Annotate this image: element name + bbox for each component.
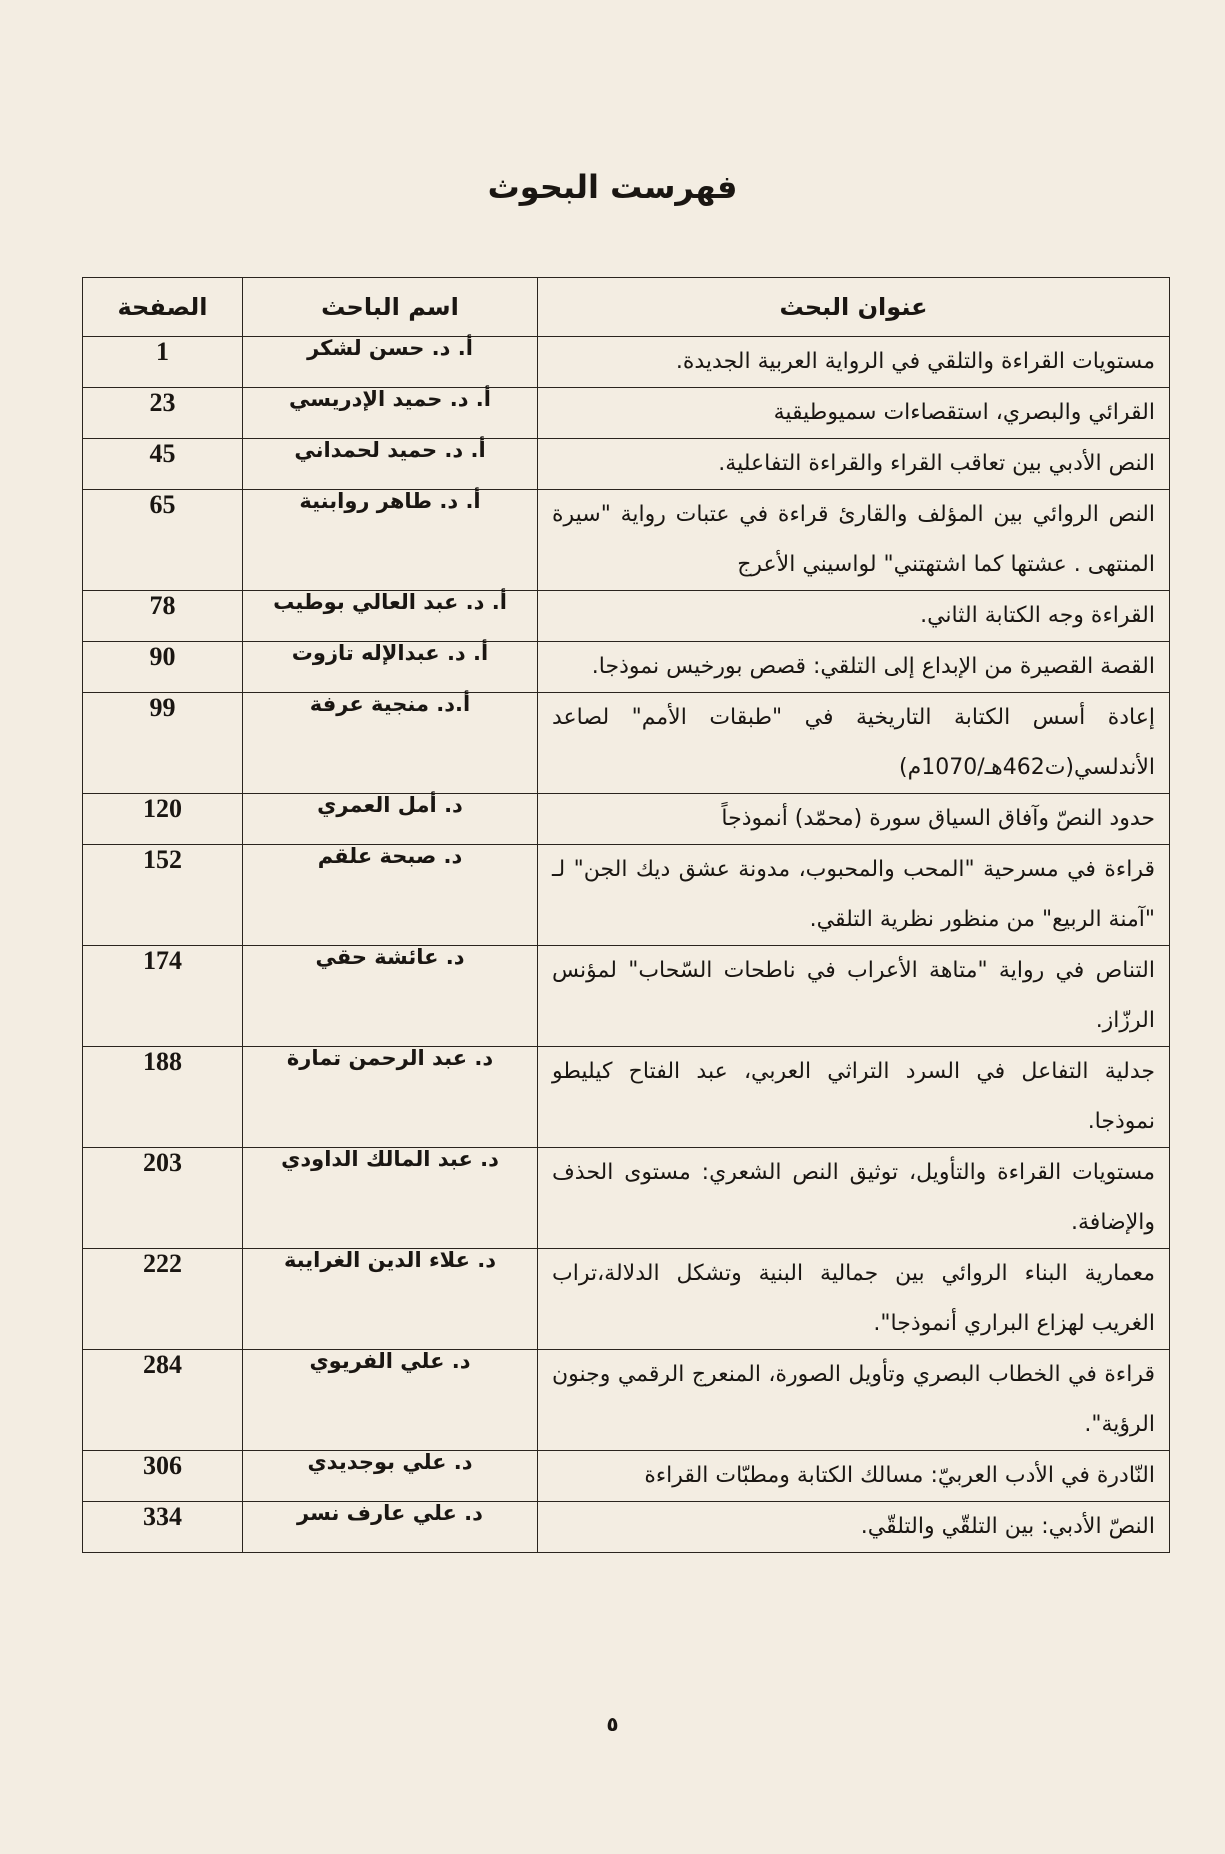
row-author: د. علي بوجديدي	[243, 1451, 538, 1502]
table-row	[83, 794, 1170, 845]
row-author: د. صبحة علقم	[243, 845, 538, 946]
row-author: د. علي الفريوي	[243, 1350, 538, 1451]
table-header-row	[83, 278, 1170, 337]
row-author: أ. د. عبدالإله تازوت	[243, 642, 538, 693]
row-title: جدلية التفاعل في السرد التراثي العربي، عبد الفتاح كيليطو نموذجا.	[538, 1047, 1170, 1148]
row-author: أ. د. حميد لحمداني	[243, 439, 538, 490]
table-row	[83, 439, 1170, 490]
row-title: القراءة وجه الكتابة الثاني.	[538, 591, 1170, 642]
row-author: أ. د. حسن لشكر	[243, 337, 538, 388]
table-row	[83, 337, 1170, 388]
row-title: مستويات القراءة والتأويل، توثيق النص الشعري: مستوى الحذف والإضافة.	[538, 1148, 1170, 1249]
row-author: د. علاء الدين الغرايبة	[243, 1249, 538, 1350]
row-title: النص الأدبي بين تعاقب القراء والقراءة التفاعلية.	[538, 439, 1170, 490]
table-row	[83, 845, 1170, 946]
row-author: د. عائشة حقي	[243, 946, 538, 1047]
row-author: أ.د. منجية عرفة	[243, 693, 538, 794]
row-title: حدود النصّ وآفاق السياق سورة (محمّد) أنموذجاً	[538, 794, 1170, 845]
row-page: 1	[83, 337, 243, 388]
row-page: 120	[83, 794, 243, 845]
page-number: ٥	[606, 1712, 619, 1736]
header-title: عنوان البحث	[538, 278, 1170, 337]
table-row	[83, 1249, 1170, 1350]
row-title: القصة القصيرة من الإبداع إلى التلقي: قصص بورخيس نموذجا.	[538, 642, 1170, 693]
row-page: 174	[83, 946, 243, 1047]
row-page: 152	[83, 845, 243, 946]
row-page: 334	[83, 1502, 243, 1553]
table-row	[83, 388, 1170, 439]
table-row	[83, 946, 1170, 1047]
table-row	[83, 490, 1170, 591]
row-title: التناص في رواية "متاهة الأعراب في ناطحات السّحاب" لمؤنس الرزّاز.	[538, 946, 1170, 1047]
row-page: 78	[83, 591, 243, 642]
row-author: أ. د. حميد الإدريسي	[243, 388, 538, 439]
row-page: 222	[83, 1249, 243, 1350]
row-page: 23	[83, 388, 243, 439]
row-page: 188	[83, 1047, 243, 1148]
row-title: النص الروائي بين المؤلف والقارئ قراءة في عتبات رواية "سيرة المنتهى . عشتها كما اشتهتني" لواسيني الأعرج	[538, 490, 1170, 591]
contents-table	[82, 277, 1170, 1553]
header-page: الصفحة	[83, 278, 243, 337]
row-title: القرائي والبصري، استقصاءات سميوطيقية	[538, 388, 1170, 439]
page-title: فهرست البحوث	[487, 168, 738, 206]
table-row	[83, 591, 1170, 642]
row-title: قراءة في مسرحية "المحب والمحبوب، مدونة عشق ديك الجن" لـ "آمنة الربيع" من منظور نظرية التلقي.	[538, 845, 1170, 946]
row-title: قراءة في الخطاب البصري وتأويل الصورة، المنعرج الرقمي وجنون الرؤية".	[538, 1350, 1170, 1451]
row-page: 99	[83, 693, 243, 794]
table-row	[83, 642, 1170, 693]
table-row	[83, 1148, 1170, 1249]
row-page: 284	[83, 1350, 243, 1451]
row-title: النّادرة في الأدب العربيّ: مسالك الكتابة ومطبّات القراءة	[538, 1451, 1170, 1502]
row-title: النصّ الأدبي: بين التلقّي والتلقّي.	[538, 1502, 1170, 1553]
row-page: 45	[83, 439, 243, 490]
row-author: د. عبد الرحمن تمارة	[243, 1047, 538, 1148]
row-title: مستويات القراءة والتلقي في الرواية العربية الجديدة.	[538, 337, 1170, 388]
row-title: إعادة أسس الكتابة التاريخية في "طبقات الأمم" لصاعد الأندلسي(ت462هـ/1070م)	[538, 693, 1170, 794]
header-author: اسم الباحث	[243, 278, 538, 337]
table-row	[83, 693, 1170, 794]
table-row	[83, 1502, 1170, 1553]
table-row	[83, 1047, 1170, 1148]
row-page: 306	[83, 1451, 243, 1502]
row-page: 203	[83, 1148, 243, 1249]
row-page: 65	[83, 490, 243, 591]
row-author: د. عبد المالك الداودي	[243, 1148, 538, 1249]
row-author: أ. د. طاهر روابنية	[243, 490, 538, 591]
table-row	[83, 1451, 1170, 1502]
row-author: د. علي عارف نسر	[243, 1502, 538, 1553]
row-title: معمارية البناء الروائي بين جمالية البنية وتشكل الدلالة،تراب الغريب لهزاع البراري أنموذجا".	[538, 1249, 1170, 1350]
row-author: أ. د. عبد العالي بوطيب	[243, 591, 538, 642]
row-page: 90	[83, 642, 243, 693]
table-body	[83, 337, 1170, 1553]
table-row	[83, 1350, 1170, 1451]
row-author: د. أمل العمري	[243, 794, 538, 845]
